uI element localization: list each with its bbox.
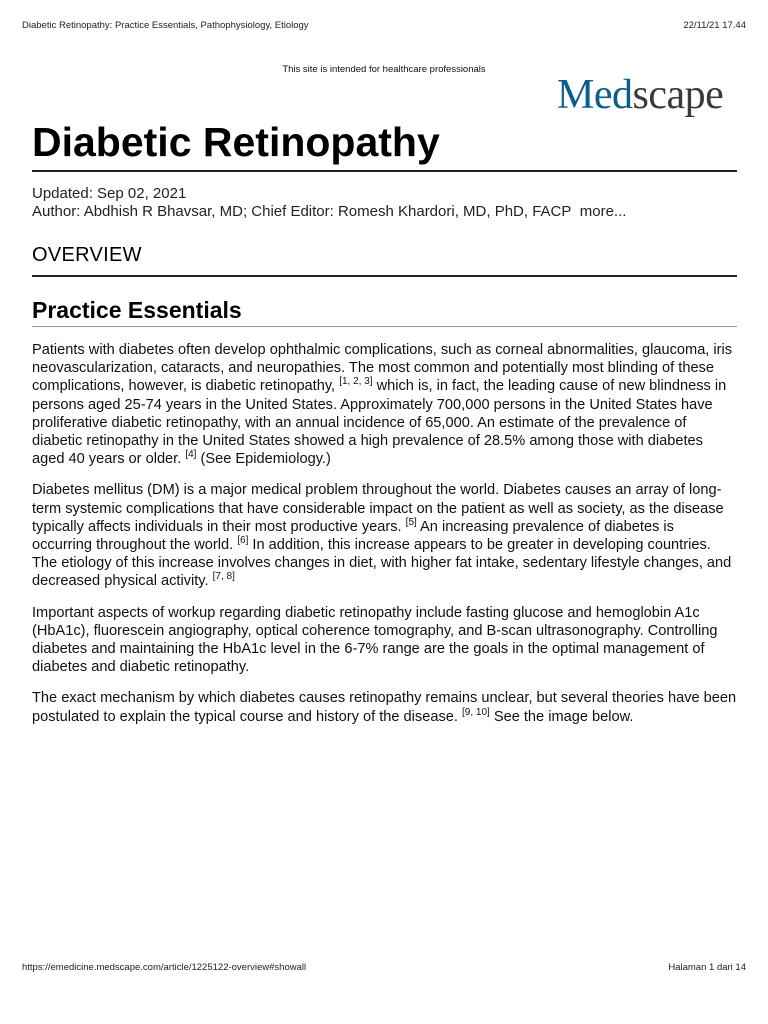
article (32, 112, 737, 726)
article-meta (32, 185, 737, 221)
section-heading-overview: OVERVIEW (32, 242, 737, 277)
professional-notice: This site is intended for healthcare professionals (282, 64, 486, 75)
logo-med: Med (557, 72, 633, 118)
paragraph: The exact mechanism by which diabetes causes retinopathy remains unclear, but several theories have been postulated to explain the typical course and history of the disease. [9, 10] See the image below. (32, 690, 737, 725)
author-line (32, 203, 737, 221)
print-url: https://emedicine.medscape.com/article/1225122-overview#showall (22, 962, 307, 973)
more-link[interactable]: more... (579, 203, 627, 220)
paragraph: Diabetes mellitus (DM) is a major medical problem throughout the world. Diabetes causes an array of long-term systemic complications that have considerable impact on the patient as well as society, as the disease typically affects individuals in their most productive years. [5] An increasing prevalence of diabetes is occurring throughout the world. [6] In addition, this increase appears to be greater in developing countries. The etiology of this increase involves changes in diet, with higher fat intake, sedentary lifestyle changes, and decreased physical activity. [7, 8] (32, 482, 732, 590)
citation-link[interactable]: [6] (237, 535, 249, 547)
paragraph: Patients with diabetes often develop ophthalmic complications, such as corneal abnormalities, glaucoma, iris neovascularization, cataracts, and neuropathies. The most common and potentially most blinding of these complications, however, is diabetic retinopathy, [1, 2, 3] which is, in fact, the leading cause of new blindness in persons aged 25-74 years in the United States. Approximately 700,000 persons in the United States have proliferative diabetic retinopathy, with an annual incidence of 65,000. An estimate of the prevalence of diabetic retinopathy in the United States showed a high prevalence of 28.5% among those with diabetes aged 40 years or older. [4] (See Epidemiology.) (32, 342, 733, 468)
citation-link[interactable]: [7, 8] (212, 571, 235, 583)
paragraph: Important aspects of workup regarding diabetic retinopathy include fasting glucose and hemoglobin A1c (HbA1c), fluorescein angiography, optical coherence tomography, and B-scan ultrasonography. Controlling diabetes and maintaining the HbA1c level in the 6-7% range are the goals in the optimal management of diabetes and diabetic retinopathy. (32, 604, 718, 676)
page-title: Diabetic Retinopathy (32, 112, 737, 172)
citation-link[interactable]: [4] (185, 449, 197, 461)
citation-link[interactable]: [1, 2, 3] (339, 376, 373, 388)
print-header (22, 20, 746, 31)
author-text: Author: Abdhish R Bhavsar, MD; Chief Editor: Romesh Khardori, MD, PhD, FACP (32, 203, 572, 220)
citation-link[interactable]: [9, 10] (461, 706, 490, 718)
updated-date: Updated: Sep 02, 2021 (32, 185, 187, 202)
print-page-number: Halaman 1 dari 14 (668, 962, 746, 973)
subsection-heading: Practice Essentials (32, 295, 737, 327)
print-datetime: 22/11/21 17.44 (683, 20, 746, 31)
citation-link[interactable]: [5] (405, 516, 417, 528)
print-doc-title: Diabetic Retinopathy: Practice Essentials, Pathophysiology, Etiology (22, 20, 309, 31)
logo-scape: scape (632, 72, 724, 118)
print-footer (22, 962, 746, 973)
